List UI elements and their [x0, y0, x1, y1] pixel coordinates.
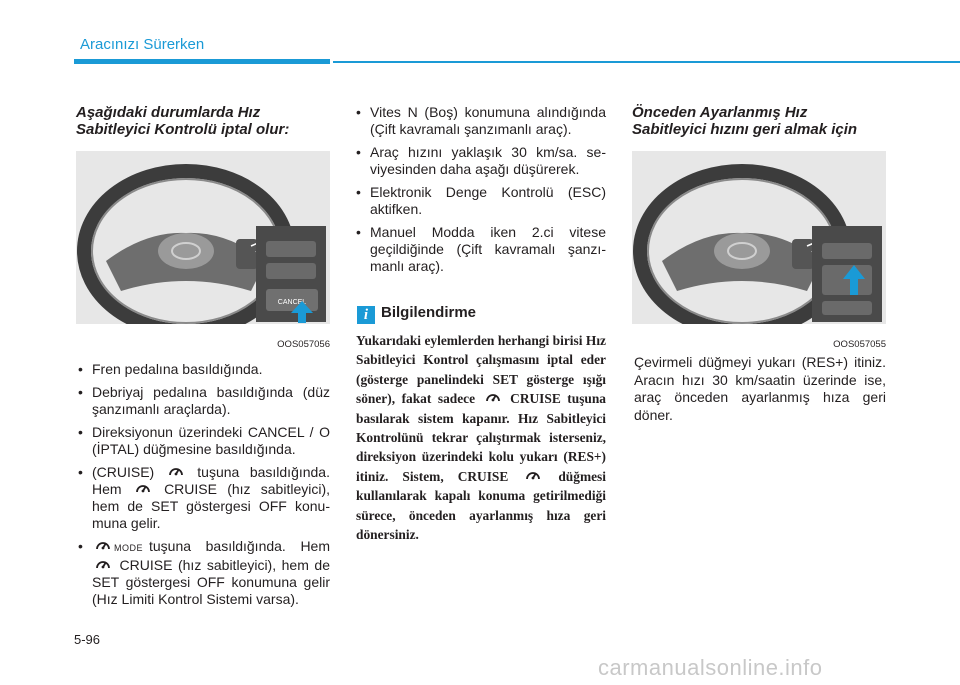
- left-section-title: [76, 104, 336, 138]
- steering-wheel-figure-resume: [632, 151, 886, 324]
- left-bullet-cancel: • Direksiyonun üzerindeki CANCEL / O (İPTAL) düğmesine basıldığında.: [76, 424, 330, 458]
- section-header: Aracınızı Sürerken: [80, 36, 205, 53]
- left-bullet-cruise-button: • (CRUISE) tuşuna basıldığında. Hem CRUISE (hız sabitleyici), hem de SET göstergesi OFF konumuna gelir.: [76, 464, 330, 532]
- steering-wheel-figure-cancel: [76, 151, 330, 324]
- page-number: 5-96: [74, 632, 101, 647]
- info-body: Yukarıdaki eylemlerden herhangi birisi Hız Sabitleyici Kontrol çalışmasını iptal eder (gösterge panelindeki SET gösterge ışığı söner), fakat sadece CRUISE tuşuna basılarak sistem kapanır. Hız Sabitleyici Kontrolünü tekrar çalıştırmak isterseniz, direksiyon üzerindeki kolu yukarı (RES+) itiniz. Sistem, CRUISE düğmesi kullanılarak kapalı konuma getirilmediği sürece, önceden ayarlanmış hıza geri dönersiniz.: [356, 333, 606, 543]
- cruise-label: (CRUISE): [92, 464, 155, 480]
- svg-text:CANCEL: CANCEL: [277, 299, 307, 306]
- left-bullet-list: [76, 361, 330, 614]
- cruise-indicator-icon-info-2: [525, 468, 541, 483]
- left-title-line2: Sabitleyici Kontrolü iptal olur:: [76, 121, 290, 138]
- cruise-speedometer-icon: [168, 464, 184, 479]
- right-section-title: [632, 104, 902, 138]
- info-heading: [357, 304, 476, 324]
- left-bullet-mode-button: • MODE tuşuna basıldığında. Hem CRUISE (hız sabitleyici), hem de SET göstergesi OFF konumuna gelir (Hız Limiti Kontrol Sistemi varsa).: [76, 538, 330, 608]
- left-title-line1: Aşağıdaki durumlarda Hız: [76, 104, 261, 121]
- steering-wheel-resume-illustration: [632, 151, 886, 324]
- left-bullet-brake: • Fren pedalına basıldığında.: [76, 361, 330, 378]
- info-title-text: Bilgilendirme: [381, 304, 477, 321]
- middle-bullet-esc: • Elektronik Denge Kontrolü (ESC) aktifken.: [354, 184, 606, 218]
- mode-speedometer-icon: [95, 538, 111, 553]
- cruise-indicator-icon-2: [95, 557, 111, 572]
- middle-bullet-manual: • Manuel Modda iken 2.ci vitese geçildiğinde (Çift kavramalı şanzımanlı araç).: [354, 224, 606, 275]
- watermark: carmanualsonline.info: [598, 655, 823, 680]
- left-bullet-clutch: • Debriyaj pedalına basıldığında (düz şanzımanlı araçlarda).: [76, 384, 330, 418]
- info-icon: i: [357, 306, 375, 324]
- right-figure-code: OOS057055: [833, 339, 886, 350]
- header-rule-thin: [333, 61, 960, 63]
- left-figure-code: OOS057056: [277, 339, 330, 350]
- right-title-line2: Sabitleyici hızını geri almak için: [632, 121, 858, 138]
- mode-label: MODE: [114, 543, 143, 553]
- right-paragraph: Çevirmeli düğmeyi yukarı (RES+) itiniz. Aracın hızı 30 km/saatin üzerinde ise, araç önceden ayarlanmış hıza geri döner.: [634, 354, 886, 423]
- right-title-line1: Önceden Ayarlanmış Hız: [632, 104, 808, 121]
- steering-wheel-cancel-illustration: [76, 151, 330, 324]
- cruise-indicator-icon: [135, 481, 151, 496]
- cruise-indicator-icon-info-1: [485, 390, 501, 405]
- header-rule-thick: [74, 59, 330, 64]
- middle-bullet-neutral: • Vites N (Boş) konumuna alındığında (Çift kavramalı şanzımanlı araç).: [354, 104, 606, 138]
- middle-bullet-list: [354, 104, 606, 281]
- middle-bullet-speed: • Araç hızını yaklaşık 30 km/sa. seviyesinden daha aşağı düşürerek.: [354, 144, 606, 178]
